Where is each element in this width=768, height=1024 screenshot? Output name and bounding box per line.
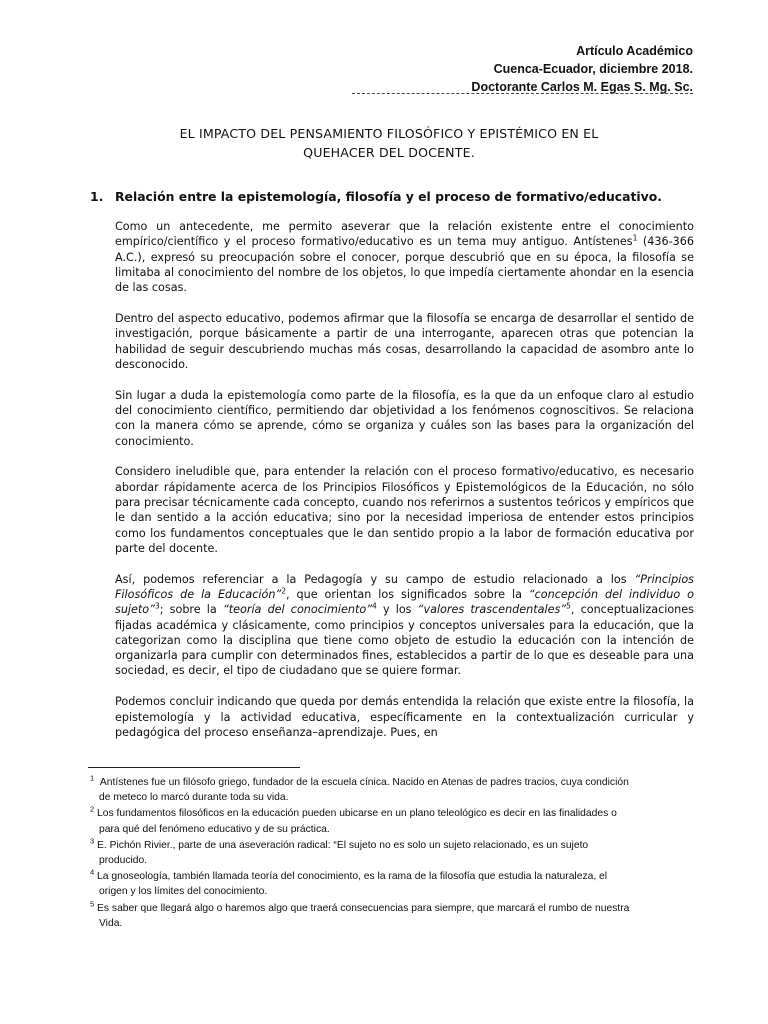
section-number: 1. bbox=[90, 189, 104, 204]
footnote-5 bbox=[90, 901, 694, 931]
header-article-type: Artículo Académico bbox=[576, 44, 693, 58]
footnote-5-marker: 5 bbox=[90, 899, 95, 909]
paragraph-5-part-i: , conceptualizaciones fijadas académica y clásicamente, como principios y conceptos universales para la educación, que la categorizan como la disciplina que tiene como objeto de estudio la educación con la intención de organizarla para cumplir con determinados fines, establecidos a partir de lo que es deseable para una sociedad, es decir, el tipo de ciudadano que se quiere formar. bbox=[115, 603, 694, 678]
header-dashed-rule bbox=[352, 93, 693, 94]
paragraph-5-part-a: Así, podemos referenciar a la Pedagogía y su campo de estudio relacionado a los bbox=[115, 572, 635, 586]
footnote-3-marker: 3 bbox=[90, 836, 95, 846]
footnote-ref-3[interactable]: 3 bbox=[154, 601, 160, 611]
footnote-3 bbox=[90, 838, 694, 868]
footnote-2-text-a: Los fundamentos filosóficos en la educación pueden ubicarse en un plano teleológico es decir en las finalidades o bbox=[97, 808, 617, 820]
paragraph-5-part-g: y los bbox=[376, 603, 418, 617]
footnote-1-marker: 1 bbox=[90, 773, 95, 783]
paragraph-5-part-c: , que orientan los significados sobre la bbox=[286, 587, 529, 601]
footnote-2 bbox=[90, 806, 694, 836]
header-author: Doctorante Carlos M. Egas S. Mg. Sc. bbox=[471, 80, 693, 94]
paragraph-1-part-b: (436-366 A.C.), expresó su preocupación sobre el conocer, porque descubrió que en su época, la filosofía se limitaba al conocimiento del nombre de los objetos, lo que impedía ciertamente ahondar en la esencia de las cosas. bbox=[115, 235, 695, 295]
footnote-ref-1[interactable]: 1 bbox=[632, 233, 638, 243]
quote-teoria-conocimiento: “teoría del conocimiento” bbox=[222, 603, 373, 617]
footnote-1-text-b: de meteco lo marcó durante toda su vida. bbox=[99, 792, 289, 804]
paragraph-5-part-e: ; sobre la bbox=[159, 603, 223, 617]
paragraph-1 bbox=[115, 219, 694, 295]
footnote-4-text-a: La gnoseología, también llamada teoría del conocimiento, es la rama de la filosofía que estudia la naturaleza, el bbox=[97, 871, 608, 883]
footnote-2-marker: 2 bbox=[90, 804, 95, 814]
footnote-2-text-b: para qué del fenómeno educativo y de su práctica. bbox=[99, 823, 330, 835]
section-heading-text: Relación entre la epistemología, filosofía y el proceso de formativo/educativo. bbox=[115, 189, 662, 204]
footnote-separator bbox=[88, 767, 300, 768]
body-text bbox=[115, 219, 694, 756]
footnote-ref-5[interactable]: 5 bbox=[566, 601, 571, 611]
footnote-4-marker: 4 bbox=[90, 867, 95, 877]
paragraph-2: Dentro del aspecto educativo, podemos afirmar que la filosofía se encarga de desarrollar el sentido de investigación, porque básicamente a partir de una interrogante, aparecen otras que potencian la habilidad de seguir descubriendo muchas más cosas, desarrollando la capacidad de asombro ante lo desconocido. bbox=[115, 311, 694, 371]
title-line-1: EL IMPACTO DEL PENSAMIENTO FILOSÓFICO Y EPISTÉMICO EN EL bbox=[179, 126, 599, 141]
quote-valores-trascendentales: “valores trascendentales” bbox=[417, 603, 567, 617]
header-place-date: Cuenca-Ecuador, diciembre 2018. bbox=[493, 62, 693, 76]
document-header bbox=[471, 42, 693, 96]
quote-concepcion-individuo: “concepción del individuo o sujeto” bbox=[115, 587, 694, 617]
title-line-2: QUEHACER DEL DOCENTE. bbox=[303, 145, 475, 160]
footnotes bbox=[90, 775, 694, 932]
paragraph-3: Sin lugar a duda la epistemología como parte de la filosofía, es la que da un enfoque claro al estudio del conocimiento científico, permitiendo dar objetividad a los fenómenos cognoscitivos. Se relaciona con la manera cómo se aprende, cómo se organiza y cuáles son las bases para la organización del conocimiento. bbox=[115, 388, 694, 448]
paragraph-1-part-a: Como un antecedente, me permito aseverar que la relación existente entre el conocimiento empírico/científico y el proceso formativo/educativo es un tema muy antiguo. Antístenes bbox=[115, 220, 694, 249]
footnote-ref-2[interactable]: 2 bbox=[281, 586, 287, 596]
footnote-5-text-a: Es saber que llegará algo o haremos algo que traerá consecuencias para siempre, que marcará el rumbo de nuestra bbox=[97, 902, 630, 914]
footnote-5-text-b: Vida. bbox=[99, 917, 123, 929]
quote-principios-filosoficos: “Principios Filosóficos de la Educación” bbox=[115, 572, 694, 601]
footnote-3-text-b: producido. bbox=[99, 855, 148, 867]
footnote-1 bbox=[90, 775, 694, 805]
section-heading bbox=[90, 189, 710, 205]
footnote-1-text-a: Antístenes fue un filósofo griego, fundador de la escuela cínica. Nacido en Atenas de padres tracios, cuya condición bbox=[99, 777, 629, 788]
paragraph-5 bbox=[115, 572, 694, 679]
document-title bbox=[115, 124, 663, 162]
footnote-ref-4[interactable]: 4 bbox=[372, 601, 377, 611]
footnote-4 bbox=[90, 869, 694, 899]
footnote-4-text-b: origen y los límites del conocimiento. bbox=[99, 886, 268, 898]
footnote-3-text-a: E. Pichón Rivier., parte de una aseveración radical: “El sujeto no es solo un sujeto relacionado, es un sujeto bbox=[97, 839, 589, 851]
paragraph-4: Considero ineludible que, para entender la relación con el proceso formativo/educativo, es necesario abordar rápidamente acerca de los Principios Filosóficos y Epistemológicos de la Educación, no sólo para precisar técnicamente cada concepto, cuando nos referirnos a sustentos teóricos y empíricos que le dan sentido a la acción educativa; sino por la necesidad imperiosa de entender estos principios como los fundamentos conceptuales que le dan sentido propio a la labor de formación educativa por parte del docente. bbox=[115, 465, 694, 555]
paragraph-6: Podemos concluir indicando que queda por demás entendida la relación que existe entre la filosofía, la epistemología y la actividad educativa, específicamente en la contextualización curricular y pedagógica del proceso enseñanza–aprendizaje. Pues, en bbox=[115, 695, 694, 739]
